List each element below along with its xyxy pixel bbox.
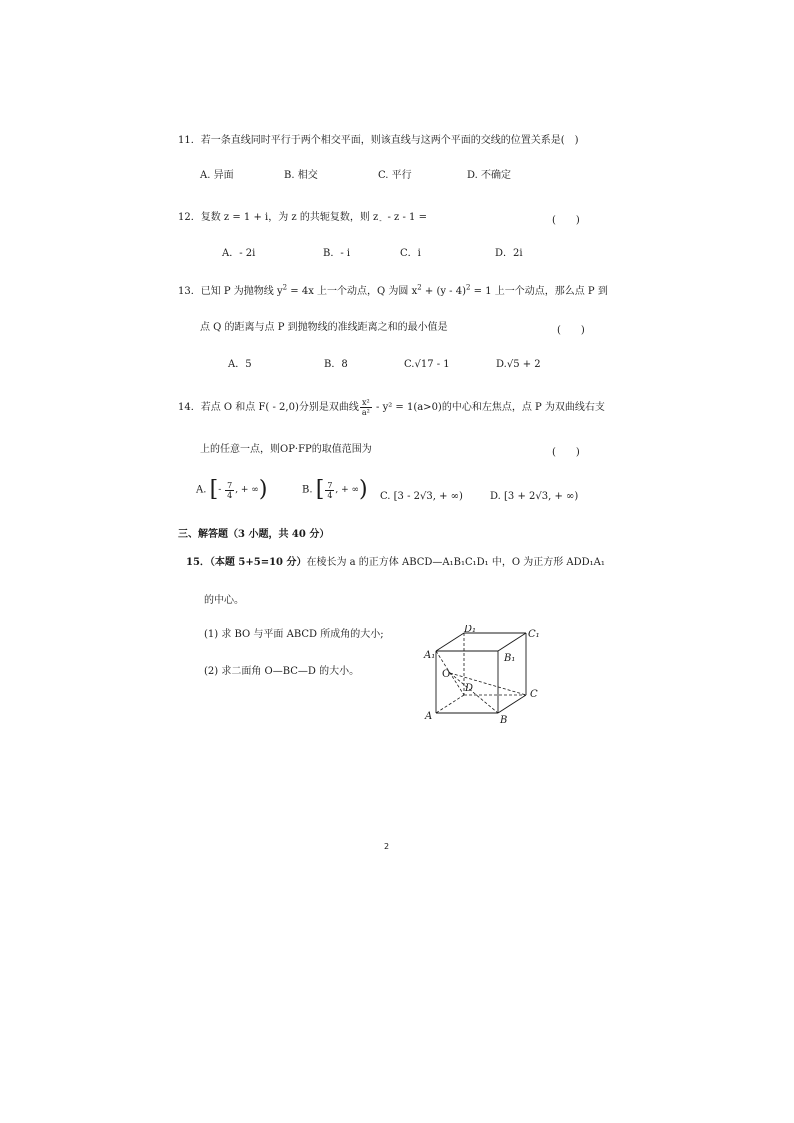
q15-subquestion-2: (2) 求二面角 O—BC—D 的大小。 <box>204 666 360 677</box>
segment-OC <box>450 673 526 695</box>
q11-option-d: D. 不确定 <box>467 170 512 181</box>
q14-hyperbola-fraction: $\frac{\text{x²}}{\text{a²}}$ <box>361 398 370 417</box>
q11-option-a: A. 异面 <box>200 170 234 181</box>
q12-option-b: B．- i <box>323 248 351 259</box>
q12-answer-paren: ( ) <box>552 215 580 226</box>
page-number: 2 <box>384 842 390 851</box>
section-heading: 三、解答题（3 小题，共 40 分） <box>178 529 330 540</box>
label-C: C <box>530 689 538 700</box>
label-A1: A₁ <box>424 650 436 661</box>
q14-answer-paren: ( ) <box>552 447 580 458</box>
edge-A1D1 <box>436 633 464 651</box>
hidden-edge-DA <box>436 695 464 713</box>
label-B1: B₁ <box>504 653 516 664</box>
q14-stem-part1: 14．若点 O 和点 F( - 2,0)分别是双曲线 <box>178 402 359 413</box>
q12-stem: 12．复数 z = 1 + i，为 z 的共轭复数，则 z - - z - 1 = <box>178 212 427 225</box>
q14-stem-part2: - y² = 1(a>0)的中心和左焦点，点 P 为双曲线右支 <box>372 402 605 413</box>
q13-option-b: B．8 <box>324 359 348 370</box>
segment-OB <box>450 673 498 713</box>
label-A: A <box>425 711 433 722</box>
q12-stem-suffix: - z - 1 = <box>384 212 427 223</box>
q15-text: 在棱长为 a 的正方体 ABCD—A₁B₁C₁D₁ 中，O 为正方形 ADD₁A₁ <box>306 557 605 568</box>
q14-option-c: C. [3 - 2√3, + ∞) <box>380 491 463 502</box>
label-C1: C₁ <box>528 629 540 640</box>
q13-stem-part3: + (y - 4) <box>421 286 466 297</box>
q13-option-a: A．5 <box>228 359 252 370</box>
q13-stem-line2: 点 Q 的距离与点 P 到抛物线的准线距离之和的最小值是 <box>200 322 448 333</box>
q13-stem-part1: 13．已知 P 为抛物线 y <box>178 286 283 297</box>
q14-option-b-tail: , + ∞ <box>335 485 360 495</box>
q11-option-b: B. 相交 <box>284 170 318 181</box>
q13-option-c: C.√17 - 1 <box>404 359 450 370</box>
q14-option-a-label: A. <box>196 484 207 496</box>
label-D: D <box>465 683 474 694</box>
q12-option-d: D．2i <box>495 248 523 259</box>
q14-option-a-fraction: $\frac{7}{4}$ <box>227 480 233 500</box>
q15-subquestion-1: (1) 求 BO 与平面 ABCD 所成角的大小; <box>204 629 384 640</box>
q15-label: 15．（本题 5+5=10 分） <box>186 557 307 568</box>
q13-answer-paren: ( ) <box>557 325 585 336</box>
q15-stem-line2: 的中心。 <box>204 595 244 606</box>
q12-stem-prefix: 12．复数 z = 1 + i，为 z 的共轭复数，则 z <box>178 212 379 223</box>
label-B: B <box>500 715 508 726</box>
q13-option-d: D.√5 + 2 <box>496 359 541 370</box>
q14-stem-line1 <box>178 398 605 417</box>
q14-stem-line2: 上的任意一点，则OP·FP的取值范围为 <box>200 444 372 455</box>
q14-option-a-tail: , + ∞ <box>235 485 259 495</box>
q14-option-b-fraction: $\frac{7}{4}$ <box>327 480 333 500</box>
edge-C1B1 <box>498 633 526 651</box>
q11-option-c: C. 平行 <box>378 170 412 181</box>
q13-stem-line1: 13．已知 P 为抛物线 $y^2 = 4x$ 上一个动点，Q 为圆 $x^2 + (y - 4)^2 = 1$ 上一个动点，那么点 P 到 <box>178 283 608 297</box>
q13-stem-part2: = 4x 上一个动点，Q 为圆 x <box>287 286 418 297</box>
edge-CB <box>498 695 526 713</box>
q12-option-c: C．i <box>400 248 421 259</box>
q14-option-b-label: B. <box>302 484 313 496</box>
q12-option-a: A．- 2i <box>222 248 256 259</box>
q14-option-b: B. [ $\frac{7}{4}$ , + ∞) <box>302 477 368 502</box>
q13-stem-part4: = 1 上一个动点，那么点 P 到 <box>470 286 608 297</box>
cube-diagram <box>420 625 550 727</box>
label-O: O <box>442 669 451 680</box>
label-D1: D₁ <box>464 625 477 635</box>
q14-option-d: D. [3 + 2√3, + ∞) <box>490 491 579 502</box>
q14-option-a: A. [- $\frac{7}{4}$ , + ∞) <box>196 477 268 502</box>
q11-stem: 11．若一条直线同时平行于两个相交平面，则该直线与这两个平面的交线的位置关系是( ) <box>178 135 579 146</box>
q15-stem-line1 <box>186 556 605 570</box>
